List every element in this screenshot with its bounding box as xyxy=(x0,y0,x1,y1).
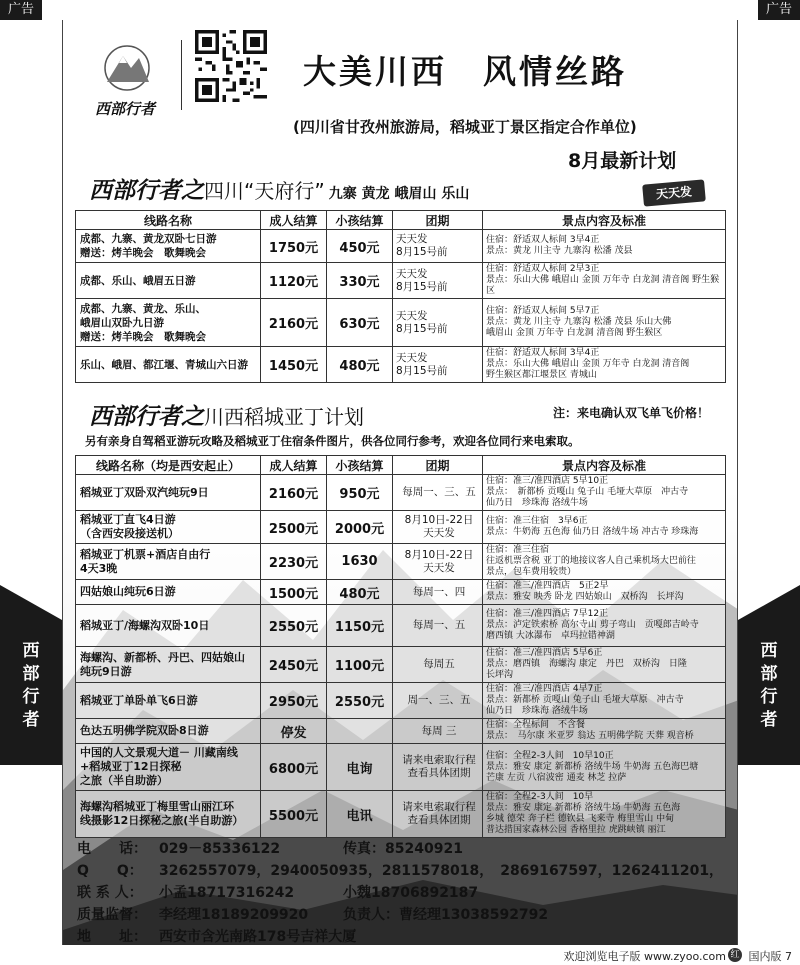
route-cell: 成都、九寨、黄龙、乐山、 峨眉山双卧九日游 赠送：烤羊晚会 歌舞晚会 xyxy=(76,299,261,347)
table-row xyxy=(76,647,726,683)
slogan-title: 大美川西 风情丝路 xyxy=(303,52,627,91)
adult-price-cell: 2950元 xyxy=(261,683,327,719)
contact-row-phone xyxy=(77,838,463,860)
contact-row-supervisor xyxy=(77,904,549,926)
date-cell: 每周一、五 xyxy=(393,605,483,647)
section1-brand: 西部行者之 xyxy=(89,177,204,204)
table-row xyxy=(76,263,726,299)
table-row xyxy=(76,605,726,647)
adult-price-cell: 2550元 xyxy=(261,605,327,647)
child-price-cell: 630元 xyxy=(327,299,393,347)
table-row xyxy=(76,299,726,347)
description-cell: 住宿：准三/准四酒店 5早6正 景点：磨西镇 海螺沟 康定 丹巴 双桥沟 日隆 长坪沟 xyxy=(483,647,726,683)
side-label-right xyxy=(738,640,800,732)
table1-header-adult: 成人结算 xyxy=(261,211,327,230)
description-cell: 住宿：舒适双人标间 5早7正 景点：黄龙 川主寺 九寨沟 松潘 茂县 乐山大佛 峨眉山 金顶 万年寺 白龙洞 清音阁 野生猴区 xyxy=(483,299,726,347)
ad-label-left: 广告 xyxy=(0,0,42,20)
table-row xyxy=(76,683,726,719)
date-cell: 天天发 8月15号前 xyxy=(393,347,483,383)
date-cell: 每周一、三、五 xyxy=(393,475,483,511)
adult-price-cell: 5500元 xyxy=(261,791,327,838)
description-cell: 住宿：准三/准四酒店 5正2早 景点：雅安 映秀 卧龙 四姑娘山 双桥沟 长坪沟 xyxy=(483,580,726,605)
phone-label: 电 话： xyxy=(77,841,147,857)
date-cell: 周一、三、五 xyxy=(393,683,483,719)
route-cell: 中国的人文景观大道－ 川藏南线 +稻城亚丁12日探秘 之旅（半自助游） xyxy=(76,744,261,791)
child-price-cell: 950元 xyxy=(327,475,393,511)
table2-header-route: 线路名称（均是西安起止） xyxy=(76,456,261,475)
adult-price-cell: 2160元 xyxy=(261,475,327,511)
date-cell: 请来电索取行程 查看具体团期 xyxy=(393,744,483,791)
section1-title xyxy=(89,172,469,205)
adult-price-cell: 6800元 xyxy=(261,744,327,791)
table-row xyxy=(76,744,726,791)
extra-info: 另有亲身自驾稻亚游玩攻略及稻城亚丁住宿条件图片，供各位同行参考，欢迎各位同行来电索取。 xyxy=(85,434,580,448)
authorization-text: (四川省甘孜州旅游局，稻城亚丁景区指定合作单位) xyxy=(293,118,637,136)
address-value: 西安市含光南路178号吉祥大厦 xyxy=(159,929,357,945)
date-cell: 每周五 xyxy=(393,647,483,683)
child-price-cell: 1100元 xyxy=(327,647,393,683)
adult-price-cell: 2160元 xyxy=(261,299,327,347)
description-cell: 住宿：舒适双人标间 3早4正 景点：黄龙 川主寺 九寨沟 松潘 茂县 xyxy=(483,230,726,263)
phone-number: 029－85336122 xyxy=(159,841,281,857)
table1-header-date: 团期 xyxy=(393,211,483,230)
description-cell: 住宿：全程2-3人间 10早 景点：雅安 康定 新都桥 洛绒牛场 牛奶海 五色海 乡城 德荣 奔子栏 德钦县 飞来寺 梅里雪山 中甸 普达措国家森林公园 香格里拉 虎跳峡镇 丽江 xyxy=(483,791,726,838)
supervisor-value: 李经理18189209920 xyxy=(159,907,309,923)
table-row xyxy=(76,580,726,605)
header-divider xyxy=(181,40,182,110)
description-cell: 住宿：舒适双人标间 2早3正 景点：乐山大佛 峨眉山 金顶 万年寺 白龙洞 清音阁 野生猴区 xyxy=(483,263,726,299)
route-cell: 稻城亚丁机票+酒店自由行 4天3晚 xyxy=(76,544,261,580)
route-cell: 四姑娘山纯玩6日游 xyxy=(76,580,261,605)
qr-code-icon xyxy=(195,30,267,102)
section2-brand: 西部行者之 xyxy=(89,403,204,430)
route-cell: 稻城亚丁单卧单飞6日游 xyxy=(76,683,261,719)
advertisement-frame xyxy=(62,20,738,945)
child-price-cell: 电讯 xyxy=(327,791,393,838)
table-row xyxy=(76,791,726,838)
table-row xyxy=(76,511,726,544)
child-price-cell: 450元 xyxy=(327,230,393,263)
adult-price-cell: 停发 xyxy=(261,719,327,744)
route-cell: 稻城亚丁/海螺沟双卧10日 xyxy=(76,605,261,647)
daocheng-tour-table xyxy=(75,455,726,838)
side-label-text: 西 部 行 者 xyxy=(760,641,778,730)
child-price-cell: 2000元 xyxy=(327,511,393,544)
date-cell: 每周一、四 xyxy=(393,580,483,605)
route-cell: 稻城亚丁双卧双汽纯玩9日 xyxy=(76,475,261,511)
daily-departure-badge: 天天发 xyxy=(642,179,706,206)
route-cell: 稻城亚丁直飞4日游 （含西安段接送机） xyxy=(76,511,261,544)
qq-numbers: 3262557079，2940050935，2811578018， 2869167597，1262411201， xyxy=(159,863,724,879)
table-row xyxy=(76,719,726,744)
adult-price-cell: 1450元 xyxy=(261,347,327,383)
route-cell: 乐山、峨眉、都江堰、青城山六日游 xyxy=(76,347,261,383)
price-note: 注：来电确认双飞单飞价格！ xyxy=(553,406,710,420)
child-price-cell: 1150元 xyxy=(327,605,393,647)
section2-heading: 川西稻城亚丁计划 xyxy=(204,405,364,429)
child-price-cell: 480元 xyxy=(327,347,393,383)
sichuan-tour-table xyxy=(75,210,726,383)
address-label: 地 址： xyxy=(77,929,147,945)
child-price-cell: 1630 xyxy=(327,544,393,580)
section1-heading: 四川“天府行” xyxy=(204,179,325,203)
table2-header-desc: 景点内容及标准 xyxy=(483,456,726,475)
footer-circle-badge: 红 xyxy=(728,948,742,962)
adult-price-cell: 2500元 xyxy=(261,511,327,544)
route-cell: 海螺沟稻城亚丁梅里雪山丽江环 线摄影12日探秘之旅(半自助游） xyxy=(76,791,261,838)
plan-title: 8月最新计划 xyxy=(568,150,677,172)
table-row xyxy=(76,475,726,511)
description-cell: 住宿：全程标间 不含餐 景点： 马尔康 米亚罗 翁达 五明佛学院 天葬 观音桥 xyxy=(483,719,726,744)
adult-price-cell: 2450元 xyxy=(261,647,327,683)
child-price-cell: 480元 xyxy=(327,580,393,605)
table2-header-date: 团期 xyxy=(393,456,483,475)
description-cell: 住宿：准三住宿 3早6正 景点：牛奶海 五色海 仙乃日 洛绒牛场 冲古寺 珍珠海 xyxy=(483,511,726,544)
table2-header-child: 小孩结算 xyxy=(327,456,393,475)
footer-page-number: 国内版 7 xyxy=(748,950,792,963)
date-cell: 8月10日-22日 天天发 xyxy=(393,544,483,580)
footer-text: 欢迎浏览电子版 www.zyoo.com xyxy=(563,950,726,963)
date-cell: 天天发 8月15号前 xyxy=(393,299,483,347)
description-cell: 住宿：准三住宿 往返机票含税 亚丁的地接议客人自己乘机场大巴前往 景点，包车费用较贵） xyxy=(483,544,726,580)
contact-person-2: 小魏18706892187 xyxy=(343,885,479,901)
child-price-cell: 330元 xyxy=(327,263,393,299)
page-footer xyxy=(0,945,800,965)
table1-header-route: 线路名称 xyxy=(76,211,261,230)
description-cell: 住宿：准三/准四酒店 4早7正 景点：新都桥 贡嘎山 兔子山 毛垭大草原 冲古寺 仙乃日 珍珠海 洛绒牛场 xyxy=(483,683,726,719)
table-row xyxy=(76,347,726,383)
brand-logo-text: 西部行者 xyxy=(95,100,156,118)
table1-header-child: 小孩结算 xyxy=(327,211,393,230)
side-label-left xyxy=(0,640,62,732)
date-cell: 请来电索取行程 查看具体团期 xyxy=(393,791,483,838)
adult-price-cell: 1500元 xyxy=(261,580,327,605)
contact-person-1: 小孟18717316242 xyxy=(159,885,295,901)
description-cell: 住宿：全程2-3人间 10早10正 景点：雅安 康定 新都桥 洛绒牛场 牛奶海 五色海巴塘 芒康 左贡 八宿波密 通麦 林芝 拉萨 xyxy=(483,744,726,791)
section2-title xyxy=(89,398,364,431)
date-cell: 天天发 8月15号前 xyxy=(393,263,483,299)
date-cell: 每周 三 xyxy=(393,719,483,744)
side-label-text: 西 部 行 者 xyxy=(22,641,40,730)
child-price-cell xyxy=(327,719,393,744)
route-cell: 成都、九寨、黄龙双卧七日游 赠送：烤羊晚会 歌舞晚会 xyxy=(76,230,261,263)
description-cell: 住宿：准三/准四酒店 7早12正 景点：泸定铁索桥 高尔寺山 剪子弯山 贡嘎郎吉岭寺 磨西镇 大冰瀑布 卓玛拉错神湖 xyxy=(483,605,726,647)
description-cell: 住宿：准三/准四酒店 5早10正 景点： 新都桥 贡嘎山 兔子山 毛垭大草原 冲古寺 仙乃日 珍珠海 洛绒牛场 xyxy=(483,475,726,511)
route-cell: 海螺沟、新都桥、丹巴、四姑娘山 纯玩9日游 xyxy=(76,647,261,683)
route-cell: 色达五明佛学院双卧8日游 xyxy=(76,719,261,744)
table1-header-desc: 景点内容及标准 xyxy=(483,211,726,230)
contact-row-qq xyxy=(77,860,723,882)
adult-price-cell: 2230元 xyxy=(261,544,327,580)
adult-price-cell: 1120元 xyxy=(261,263,327,299)
contact-label: 联 系 人： xyxy=(77,885,143,901)
route-cell: 成都、乐山、峨眉五日游 xyxy=(76,263,261,299)
manager-value: 曹经理13038592792 xyxy=(399,907,549,923)
description-cell: 住宿：舒适双人标间 3早4正 景点：乐山大佛 峨眉山 金顶 万年寺 白龙洞 清音阁 野生猴区都江堰景区 青城山 xyxy=(483,347,726,383)
table2-header-adult: 成人结算 xyxy=(261,456,327,475)
section1-subtitle: 九寨 黄龙 峨眉山 乐山 xyxy=(328,186,470,202)
child-price-cell: 电询 xyxy=(327,744,393,791)
date-cell: 8月10日-22日 天天发 xyxy=(393,511,483,544)
contact-row-address xyxy=(77,926,356,945)
ad-label-right: 广告 xyxy=(758,0,800,20)
fax-number: 85240921 xyxy=(385,841,463,857)
table-row xyxy=(76,544,726,580)
child-price-cell: 2550元 xyxy=(327,683,393,719)
supervisor-label: 质量监督： xyxy=(77,907,147,923)
table-row xyxy=(76,230,726,263)
manager-label: 负责人： xyxy=(343,907,399,923)
date-cell: 天天发 8月15号前 xyxy=(393,230,483,263)
adult-price-cell: 1750元 xyxy=(261,230,327,263)
contact-row-people xyxy=(77,882,479,904)
fax-label: 传真： xyxy=(343,841,385,857)
qq-label: Q Q： xyxy=(77,863,143,879)
